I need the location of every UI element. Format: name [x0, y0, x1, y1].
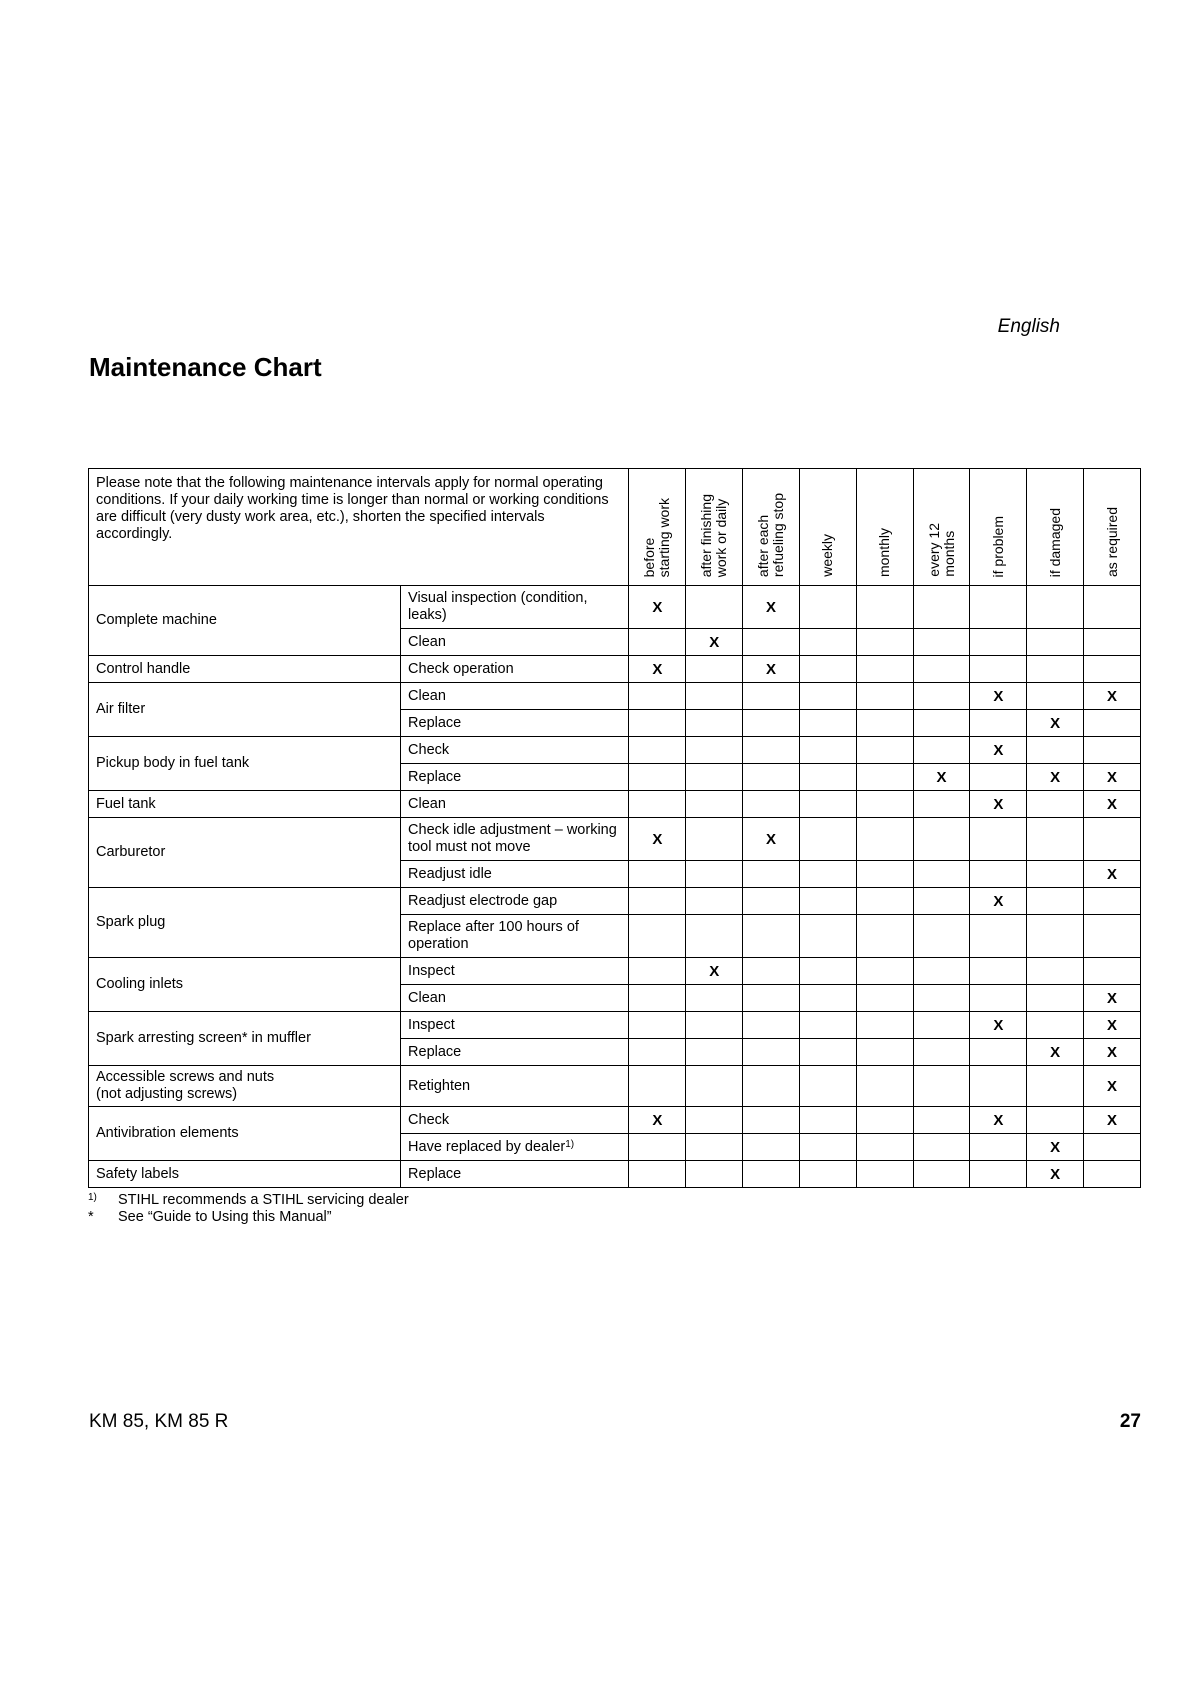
interval-cell: [629, 1134, 686, 1161]
footnote: [88, 1192, 409, 1209]
model-name: KM 85, KM 85 R: [89, 1411, 229, 1432]
column-header: [686, 469, 743, 586]
table-row: [89, 958, 1141, 985]
interval-cell: [970, 586, 1027, 629]
task-label: Visual inspection (condition, leaks): [408, 590, 588, 623]
interval-cell: [799, 629, 856, 656]
table-row: [89, 656, 1141, 683]
task-label: Retighten: [408, 1077, 471, 1094]
task-label: Clean: [408, 633, 446, 650]
table-row: [89, 737, 1141, 764]
task-label: Inspect: [408, 962, 455, 979]
column-header: [913, 469, 970, 586]
interval-cell: [629, 1012, 686, 1039]
interval-cell: [1027, 1066, 1084, 1107]
interval-mark: X: [1027, 710, 1084, 737]
component-cell: Fuel tank: [89, 791, 401, 818]
interval-mark: X: [629, 1107, 686, 1134]
table-row: [89, 888, 1141, 915]
task-label: Replace after 100 hours of operation: [408, 919, 579, 952]
interval-cell: [686, 1107, 743, 1134]
interval-cell: [970, 1039, 1027, 1066]
interval-mark: X: [970, 888, 1027, 915]
task-cell: [401, 818, 629, 861]
task-cell: [401, 958, 629, 985]
interval-cell: [913, 683, 970, 710]
interval-mark: X: [1027, 1039, 1084, 1066]
column-header-label: after finishing work or daily: [698, 493, 730, 577]
interval-cell: [686, 656, 743, 683]
task-label: Readjust electrode gap: [408, 892, 558, 909]
interval-cell: [629, 915, 686, 958]
interval-cell: [970, 985, 1027, 1012]
footnotes: [88, 1192, 409, 1226]
task-label: Replace: [408, 714, 462, 731]
interval-mark: X: [1084, 1066, 1141, 1107]
column-header: [1027, 469, 1084, 586]
interval-cell: [799, 710, 856, 737]
interval-cell: [799, 915, 856, 958]
interval-cell: [856, 1039, 913, 1066]
interval-cell: [799, 791, 856, 818]
interval-cell: [856, 1066, 913, 1107]
interval-mark: X: [1027, 1134, 1084, 1161]
interval-cell: [1027, 985, 1084, 1012]
interval-cell: [686, 1012, 743, 1039]
table-row: [89, 1161, 1141, 1188]
interval-mark: X: [629, 586, 686, 629]
interval-cell: [856, 985, 913, 1012]
interval-cell: [743, 1134, 800, 1161]
interval-mark: X: [1084, 1012, 1141, 1039]
interval-cell: [686, 888, 743, 915]
interval-cell: [856, 1134, 913, 1161]
interval-mark: X: [686, 629, 743, 656]
task-cell: [401, 764, 629, 791]
interval-cell: [799, 656, 856, 683]
interval-cell: [686, 710, 743, 737]
interval-cell: [629, 958, 686, 985]
interval-mark: X: [970, 1107, 1027, 1134]
component-cell: Pickup body in fuel tank: [89, 737, 401, 791]
page-title: Maintenance Chart: [89, 352, 322, 382]
interval-cell: [629, 629, 686, 656]
component-cell: Air filter: [89, 683, 401, 737]
interval-cell: [686, 1161, 743, 1188]
column-header: [1084, 469, 1141, 586]
interval-cell: [799, 1066, 856, 1107]
task-cell: [401, 586, 629, 629]
interval-cell: [686, 683, 743, 710]
interval-cell: [629, 888, 686, 915]
interval-mark: X: [743, 586, 800, 629]
interval-cell: [913, 1012, 970, 1039]
interval-cell: [970, 915, 1027, 958]
interval-cell: [913, 1066, 970, 1107]
task-label: Replace: [408, 1043, 462, 1060]
task-label: Inspect: [408, 1016, 455, 1033]
interval-cell: [743, 915, 800, 958]
interval-cell: [799, 818, 856, 861]
interval-cell: [913, 710, 970, 737]
interval-cell: [913, 737, 970, 764]
task-cell: [401, 791, 629, 818]
task-cell: [401, 1107, 629, 1134]
interval-mark: X: [970, 683, 1027, 710]
task-cell: [401, 629, 629, 656]
interval-cell: [629, 1039, 686, 1066]
interval-cell: [629, 985, 686, 1012]
table-row: [89, 586, 1141, 629]
footnote: [88, 1209, 409, 1226]
interval-cell: [856, 710, 913, 737]
interval-cell: [629, 861, 686, 888]
interval-cell: [913, 791, 970, 818]
task-label: Clean: [408, 989, 446, 1006]
task-cell: [401, 710, 629, 737]
interval-cell: [629, 1066, 686, 1107]
table-row: [89, 1107, 1141, 1134]
interval-mark: X: [686, 958, 743, 985]
task-label: Have replaced by dealer: [408, 1138, 566, 1155]
language-label: English: [997, 316, 1060, 337]
interval-cell: [629, 710, 686, 737]
interval-cell: [1084, 915, 1141, 958]
interval-cell: [686, 1039, 743, 1066]
interval-cell: [856, 737, 913, 764]
column-header-label: if damaged: [1046, 507, 1063, 577]
table-row: [89, 1066, 1141, 1107]
table-row: [89, 683, 1141, 710]
task-cell: [401, 1134, 629, 1161]
interval-cell: [686, 985, 743, 1012]
task-label: Replace: [408, 768, 462, 785]
interval-cell: [856, 1107, 913, 1134]
interval-mark: X: [1084, 1107, 1141, 1134]
interval-cell: [856, 818, 913, 861]
interval-cell: [1084, 1161, 1141, 1188]
page-number: 27: [1119, 1411, 1141, 1432]
interval-mark: X: [1027, 764, 1084, 791]
table-row: [89, 1012, 1141, 1039]
column-header: [743, 469, 800, 586]
column-header: [629, 469, 686, 586]
interval-cell: [799, 1012, 856, 1039]
task-cell: [401, 1161, 629, 1188]
interval-cell: [913, 985, 970, 1012]
interval-mark: X: [1084, 1039, 1141, 1066]
component-cell: Cooling inlets: [89, 958, 401, 1012]
interval-cell: [1027, 958, 1084, 985]
interval-mark: X: [1084, 791, 1141, 818]
column-header-label: before starting work: [641, 497, 673, 577]
interval-cell: [856, 958, 913, 985]
interval-cell: [970, 1066, 1027, 1107]
interval-cell: [799, 888, 856, 915]
task-cell: [401, 683, 629, 710]
interval-cell: [913, 818, 970, 861]
interval-cell: [970, 710, 1027, 737]
interval-cell: [1027, 915, 1084, 958]
interval-cell: [686, 586, 743, 629]
column-header: [970, 469, 1027, 586]
column-header: [799, 469, 856, 586]
interval-cell: [743, 629, 800, 656]
interval-cell: [1027, 737, 1084, 764]
interval-cell: [686, 861, 743, 888]
interval-cell: [1084, 710, 1141, 737]
interval-mark: X: [1084, 764, 1141, 791]
component-cell: Spark arresting screen* in muffler: [89, 1012, 401, 1066]
interval-cell: [686, 1134, 743, 1161]
interval-cell: [686, 915, 743, 958]
interval-cell: [743, 958, 800, 985]
interval-cell: [799, 1039, 856, 1066]
interval-mark: X: [970, 737, 1027, 764]
component-cell: Antivibration elements: [89, 1107, 401, 1161]
footnote-text: STIHL recommends a STIHL servicing dealer: [118, 1192, 409, 1208]
interval-cell: [913, 861, 970, 888]
interval-cell: [686, 1066, 743, 1107]
task-label: Clean: [408, 687, 446, 704]
interval-cell: [1027, 683, 1084, 710]
interval-cell: [913, 656, 970, 683]
interval-cell: [799, 985, 856, 1012]
interval-cell: [743, 710, 800, 737]
component-cell: Complete machine: [89, 586, 401, 656]
interval-cell: [856, 1012, 913, 1039]
interval-cell: [799, 861, 856, 888]
interval-cell: [1084, 818, 1141, 861]
interval-cell: [629, 737, 686, 764]
interval-cell: [1027, 888, 1084, 915]
column-header-label: as required: [1103, 506, 1120, 577]
interval-cell: [629, 683, 686, 710]
interval-cell: [1084, 586, 1141, 629]
interval-cell: [799, 737, 856, 764]
table-row: [89, 818, 1141, 861]
interval-cell: [799, 683, 856, 710]
interval-cell: [743, 1039, 800, 1066]
interval-cell: [856, 915, 913, 958]
interval-mark: X: [1084, 683, 1141, 710]
interval-cell: [743, 683, 800, 710]
footnote-ref: 1): [565, 1138, 575, 1150]
interval-cell: [1027, 1107, 1084, 1134]
interval-cell: [913, 1161, 970, 1188]
interval-cell: [856, 586, 913, 629]
interval-cell: [970, 861, 1027, 888]
interval-cell: [743, 861, 800, 888]
interval-cell: [970, 818, 1027, 861]
interval-cell: [743, 737, 800, 764]
interval-mark: X: [1084, 985, 1141, 1012]
interval-cell: [856, 888, 913, 915]
interval-cell: [913, 586, 970, 629]
interval-mark: X: [743, 656, 800, 683]
interval-cell: [799, 958, 856, 985]
footnote-marker: *: [88, 1209, 94, 1225]
interval-cell: [1084, 888, 1141, 915]
interval-cell: [743, 791, 800, 818]
interval-cell: [743, 1161, 800, 1188]
interval-cell: [799, 764, 856, 791]
interval-cell: [686, 737, 743, 764]
interval-mark: X: [970, 1012, 1027, 1039]
interval-cell: [970, 1161, 1027, 1188]
interval-cell: [970, 1134, 1027, 1161]
interval-cell: [913, 1107, 970, 1134]
interval-cell: [1084, 958, 1141, 985]
interval-mark: X: [629, 656, 686, 683]
component-cell: Accessible screws and nuts (not adjusting screws): [89, 1066, 401, 1107]
task-label: Check: [408, 1111, 450, 1128]
task-label: Check: [408, 741, 450, 758]
interval-cell: [743, 888, 800, 915]
interval-cell: [970, 629, 1027, 656]
column-header-label: weekly: [819, 534, 836, 577]
interval-cell: [1084, 656, 1141, 683]
interval-cell: [799, 1161, 856, 1188]
footnote-text: See “Guide to Using this Manual”: [118, 1209, 332, 1225]
interval-cell: [913, 888, 970, 915]
interval-mark: X: [913, 764, 970, 791]
table-row: [89, 791, 1141, 818]
task-cell: [401, 985, 629, 1012]
interval-cell: [743, 1066, 800, 1107]
interval-cell: [1027, 1012, 1084, 1039]
interval-cell: [913, 958, 970, 985]
interval-cell: [743, 1107, 800, 1134]
task-cell: [401, 915, 629, 958]
interval-cell: [970, 656, 1027, 683]
task-cell: [401, 1039, 629, 1066]
interval-cell: [913, 1134, 970, 1161]
task-cell: [401, 888, 629, 915]
interval-cell: [856, 656, 913, 683]
interval-cell: [629, 764, 686, 791]
interval-cell: [856, 1161, 913, 1188]
task-label: Check idle adjustment – working tool must not move: [408, 822, 617, 855]
interval-cell: [799, 586, 856, 629]
interval-cell: [856, 683, 913, 710]
footnote-marker: 1): [88, 1192, 97, 1203]
maintenance-chart-table: [88, 468, 1141, 1188]
component-cell: Control handle: [89, 656, 401, 683]
interval-cell: [629, 1161, 686, 1188]
interval-mark: X: [1027, 1161, 1084, 1188]
task-cell: [401, 1066, 629, 1107]
column-header-label: every 12 months: [925, 523, 957, 577]
interval-cell: [856, 791, 913, 818]
component-cell: Spark plug: [89, 888, 401, 958]
task-cell: [401, 656, 629, 683]
interval-cell: [743, 764, 800, 791]
task-label: Clean: [408, 795, 446, 812]
interval-cell: [913, 1039, 970, 1066]
interval-cell: [629, 791, 686, 818]
column-header: [856, 469, 913, 586]
interval-cell: [1027, 586, 1084, 629]
interval-cell: [1027, 861, 1084, 888]
interval-mark: X: [970, 791, 1027, 818]
task-cell: [401, 1012, 629, 1039]
interval-cell: [856, 764, 913, 791]
interval-cell: [686, 791, 743, 818]
interval-cell: [1027, 629, 1084, 656]
interval-cell: [743, 1012, 800, 1039]
column-header-label: monthly: [876, 527, 893, 577]
interval-cell: [1027, 656, 1084, 683]
interval-cell: [856, 861, 913, 888]
interval-cell: [1084, 629, 1141, 656]
interval-cell: [743, 985, 800, 1012]
interval-cell: [1084, 1134, 1141, 1161]
interval-cell: [970, 958, 1027, 985]
interval-cell: [913, 629, 970, 656]
intervals-note: Please note that the following maintenance intervals apply for normal operating conditions. If your daily working time is longer than normal or working conditions are difficult (very dusty work area, etc.), shorten the specified intervals accordingly.: [89, 469, 629, 586]
component-cell: Safety labels: [89, 1161, 401, 1188]
interval-cell: [799, 1134, 856, 1161]
interval-mark: X: [1084, 861, 1141, 888]
interval-cell: [913, 915, 970, 958]
task-cell: [401, 861, 629, 888]
interval-cell: [970, 764, 1027, 791]
interval-mark: X: [743, 818, 800, 861]
table-header-row: [89, 469, 1141, 586]
interval-cell: [799, 1107, 856, 1134]
task-label: Replace: [408, 1165, 462, 1182]
interval-mark: X: [629, 818, 686, 861]
task-label: Check operation: [408, 660, 514, 677]
component-cell: Carburetor: [89, 818, 401, 888]
interval-cell: [686, 818, 743, 861]
maintenance-chart-body: [89, 586, 1141, 1188]
interval-cell: [1027, 791, 1084, 818]
interval-cell: [856, 629, 913, 656]
column-header-label: after each refueling stop: [755, 492, 787, 577]
task-cell: [401, 737, 629, 764]
interval-cell: [1027, 818, 1084, 861]
task-label: Readjust idle: [408, 865, 492, 882]
interval-cell: [686, 764, 743, 791]
interval-cell: [1084, 737, 1141, 764]
column-header-label: if problem: [989, 515, 1006, 577]
